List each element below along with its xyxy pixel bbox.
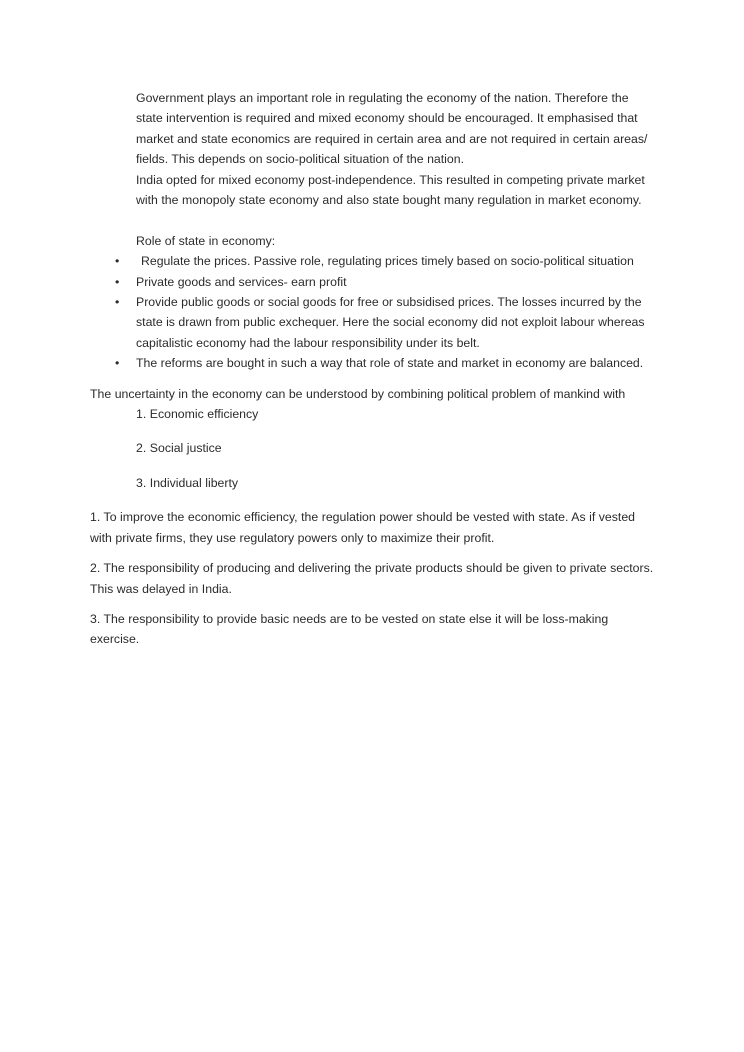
list-item-label: The reforms are bought in such a way that role of state and market in economy are balanced. bbox=[136, 356, 644, 371]
numbered-list-item-2: 2. Social justice bbox=[136, 441, 222, 456]
bullet-point-icon: • bbox=[115, 295, 120, 310]
list-bottom-spacer bbox=[90, 374, 654, 384]
bullet-point-icon: • bbox=[115, 274, 120, 289]
document-body bbox=[90, 88, 654, 650]
paragraph-spacer bbox=[90, 548, 654, 558]
paragraph-spacer bbox=[90, 599, 654, 609]
role-heading-wrap bbox=[136, 231, 654, 251]
list-item-label: Provide public goods or social goods for free or subsidised prices. The losses incurred by the state is drawn from public exchequer. Here the social economy did not exploit labour whereas capitalistic economy had the labour responsibility under its belt. bbox=[136, 295, 645, 350]
list-item bbox=[90, 272, 654, 292]
list-item bbox=[90, 353, 654, 373]
list-item-label: Private goods and services- earn profit bbox=[136, 274, 347, 289]
role-of-state-heading: Role of state in economy: bbox=[136, 233, 276, 248]
section-spacer bbox=[90, 210, 654, 230]
numbered-list-bottom-spacer bbox=[90, 493, 654, 507]
bullet-point-icon: • bbox=[115, 254, 120, 269]
numbered-item-spacer bbox=[90, 459, 654, 473]
closing-paragraph-3: 3. The responsibility to provide basic needs are to be vested on state else it will be loss-making exercise. bbox=[90, 611, 609, 647]
bullet-point-icon: • bbox=[115, 356, 120, 371]
numbered-list-item-3: 3. Individual liberty bbox=[136, 475, 239, 490]
closing-paragraph-2: 2. The responsibility of producing and delivering the private products should be given to private sectors. This was delayed in India. bbox=[90, 561, 654, 596]
intro-paragraph-1: Government plays an important role in regulating the economy of the nation. Therefore the state intervention is required and mixed economy should be encouraged. It emphasised that market and state economics are required in certain area and are not required in certain areas/ fields. This depends on socio-political situation of the nation. bbox=[136, 91, 648, 167]
numbered-list bbox=[90, 404, 654, 493]
closing-paragraph-1: 1. To improve the economic efficiency, the regulation power should be vested with state. As if vested with private firms, they use regulatory powers only to maximize their profit. bbox=[90, 510, 636, 545]
list-item bbox=[90, 292, 654, 353]
list-item bbox=[90, 251, 654, 271]
role-of-state-bullet-list bbox=[90, 251, 654, 373]
intro-paragraph-2: India opted for mixed economy post-independence. This resulted in competing private market with the monopoly state economy and also state bought many regulation in market economy. bbox=[136, 172, 645, 208]
uncertainty-lead-in-paragraph: The uncertainty in the economy can be understood by combining political problem of mankind with bbox=[90, 386, 626, 401]
list-item-label: Regulate the prices. Passive role, regulating prices timely based on socio-political situation bbox=[141, 254, 634, 269]
intro-section bbox=[136, 88, 654, 210]
numbered-list-item-1: 1. Economic efficiency bbox=[136, 407, 259, 422]
numbered-item-spacer bbox=[90, 424, 654, 438]
